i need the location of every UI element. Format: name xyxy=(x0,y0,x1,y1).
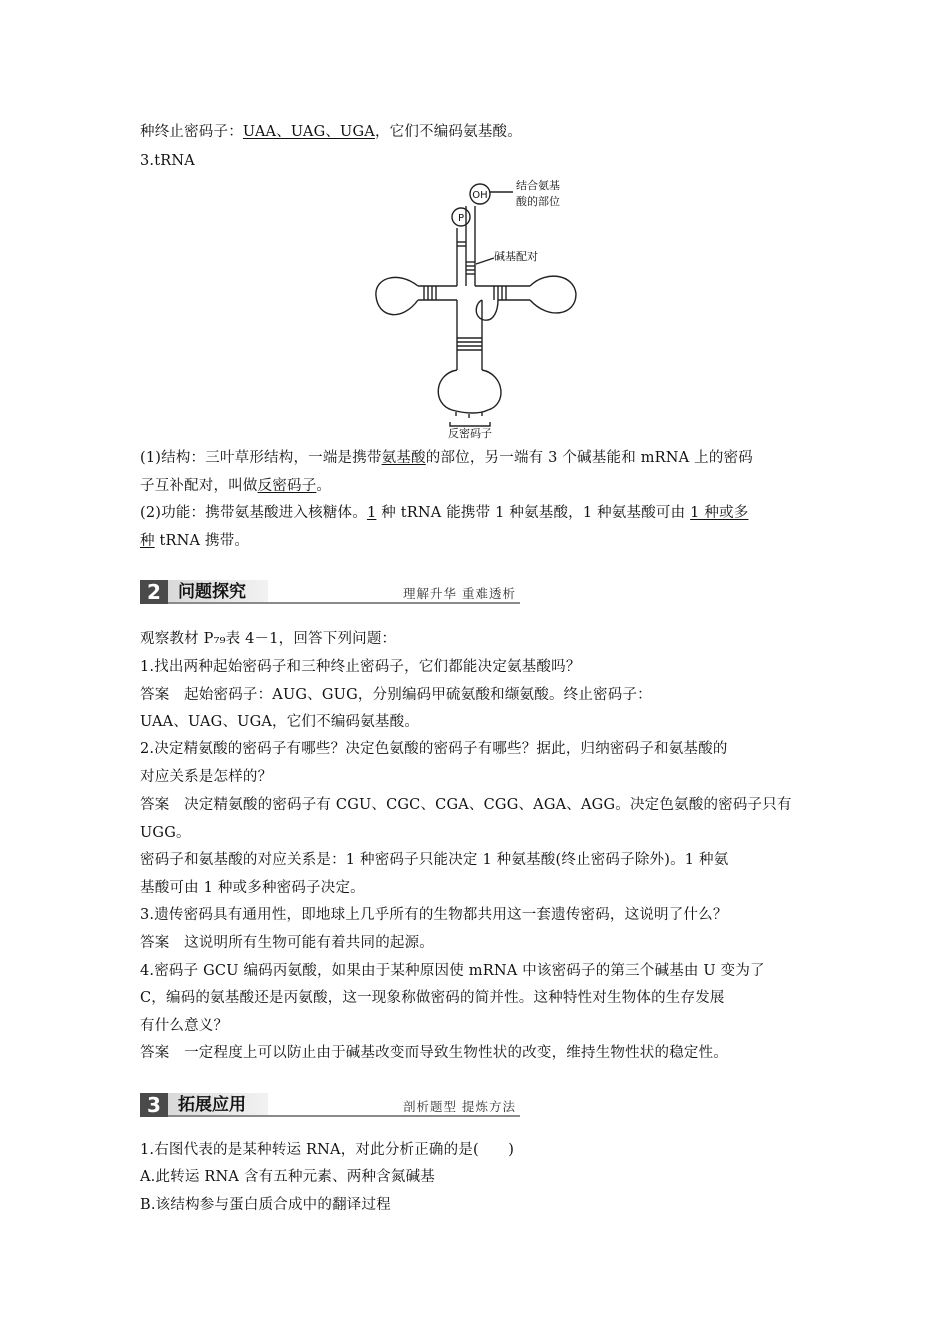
answer-2-line-3: 密码子和氨基酸的对应关系是：1 种密码子只能决定 1 种氨基酸(终止密码子除外)。1 种氨 xyxy=(140,852,729,868)
stop-codons-underlined: UAA、UAG、UGA xyxy=(242,124,375,140)
base-pairing-label: 碱基配对 xyxy=(494,250,538,263)
question-4-line-2: C，编码的氨基酸还是丙氨酸，这一现象称做密码的简并性。这种特性对生物体的生存发展 xyxy=(140,990,725,1006)
section-title: 问题探究 xyxy=(178,582,246,602)
answer-1-line-1: 答案 起始密码子：AUG、GUG，分别编码甲硫氨酸和缬氨酸。终止密码子： xyxy=(140,687,652,703)
trna-diagram xyxy=(370,178,590,440)
section-number: 3 xyxy=(140,1093,168,1117)
stop-codon-line: 种终止密码子：UAA、UAG、UGA，它们不编码氨基酸。 xyxy=(140,124,522,140)
exercise-option-b: B.该结构参与蛋白质合成中的翻译过程 xyxy=(140,1197,391,1213)
function-line-1: (2)功能：携带氨基酸进入核糖体。1 种 tRNA 能携带 1 种氨基酸，1 种氨基酸可由 1 种或多 xyxy=(140,505,749,521)
section-subtitle: 理解升华 重难透析 xyxy=(403,586,516,601)
answer-2-line-2: UGG。 xyxy=(140,825,191,841)
question-1: 1.找出两种起始密码子和三种终止密码子，它们都能决定氨基酸吗？ xyxy=(140,659,581,675)
section-header-application xyxy=(140,1093,520,1117)
question-4-line-3: 有什么意义？ xyxy=(140,1018,229,1034)
question-3: 3.遗传密码具有通用性，即地球上几乎所有的生物都共用这一套遗传密码，这说明了什么？ xyxy=(140,907,728,923)
questions-intro: 观察教材 P₇₉表 4－1，回答下列问题： xyxy=(140,631,397,647)
answer-2-line-4: 基酸可由 1 种或多种密码子决定。 xyxy=(140,880,365,896)
section-subtitle: 剖析题型 提炼方法 xyxy=(403,1099,516,1114)
section-title: 拓展应用 xyxy=(178,1095,246,1115)
answer-3: 答案 这说明所有生物可能有着共同的起源。 xyxy=(140,935,434,951)
oh-label: OH xyxy=(472,190,488,201)
binding-site-label-2: 酸的部位 xyxy=(516,195,560,208)
answer-2-line-1: 答案 决定精氨酸的密码子有 CGU、CGC、CGA、CGG、AGA、AGG。决定色氨酸的密码子只有 xyxy=(140,797,792,813)
structure-line-1: (1)结构：三叶草形结构，一端是携带氨基酸的部位，另一端有 3 个碱基能和 mRNA 上的密码 xyxy=(140,450,753,466)
exercise-option-a: A.此转运 RNA 含有五种元素、两种含氮碱基 xyxy=(140,1169,435,1185)
question-2-line-2: 对应关系是怎样的？ xyxy=(140,769,273,785)
phosphate-label: P xyxy=(457,213,465,224)
structure-line-2: 子互补配对，叫做反密码子。 xyxy=(140,478,332,494)
binding-site-label-1: 结合氨基 xyxy=(516,179,560,192)
section-header-inquiry xyxy=(140,580,520,604)
anticodon-label: 反密码子 xyxy=(448,427,492,440)
question-4-line-1: 4.密码子 GCU 编码丙氨酸，如果由于某种原因使 mRNA 中该密码子的第三个碱基由 U 变为了 xyxy=(140,963,765,979)
answer-4: 答案 一定程度上可以防止由于碱基改变而导致生物性状的改变，维持生物性状的稳定性。 xyxy=(140,1045,728,1061)
function-line-2: 种 tRNA 携带。 xyxy=(140,533,250,549)
question-2-line-1: 2.决定精氨酸的密码子有哪些？决定色氨酸的密码子有哪些？据此，归纳密码子和氨基酸的 xyxy=(140,741,728,757)
section-number: 2 xyxy=(140,580,168,604)
answer-1-line-2: UAA、UAG、UGA，它们不编码氨基酸。 xyxy=(140,714,420,730)
trna-heading: 3.tRNA xyxy=(140,153,195,169)
exercise-question-1: 1.右图代表的是某种转运 RNA，对此分析正确的是( ) xyxy=(140,1142,515,1158)
